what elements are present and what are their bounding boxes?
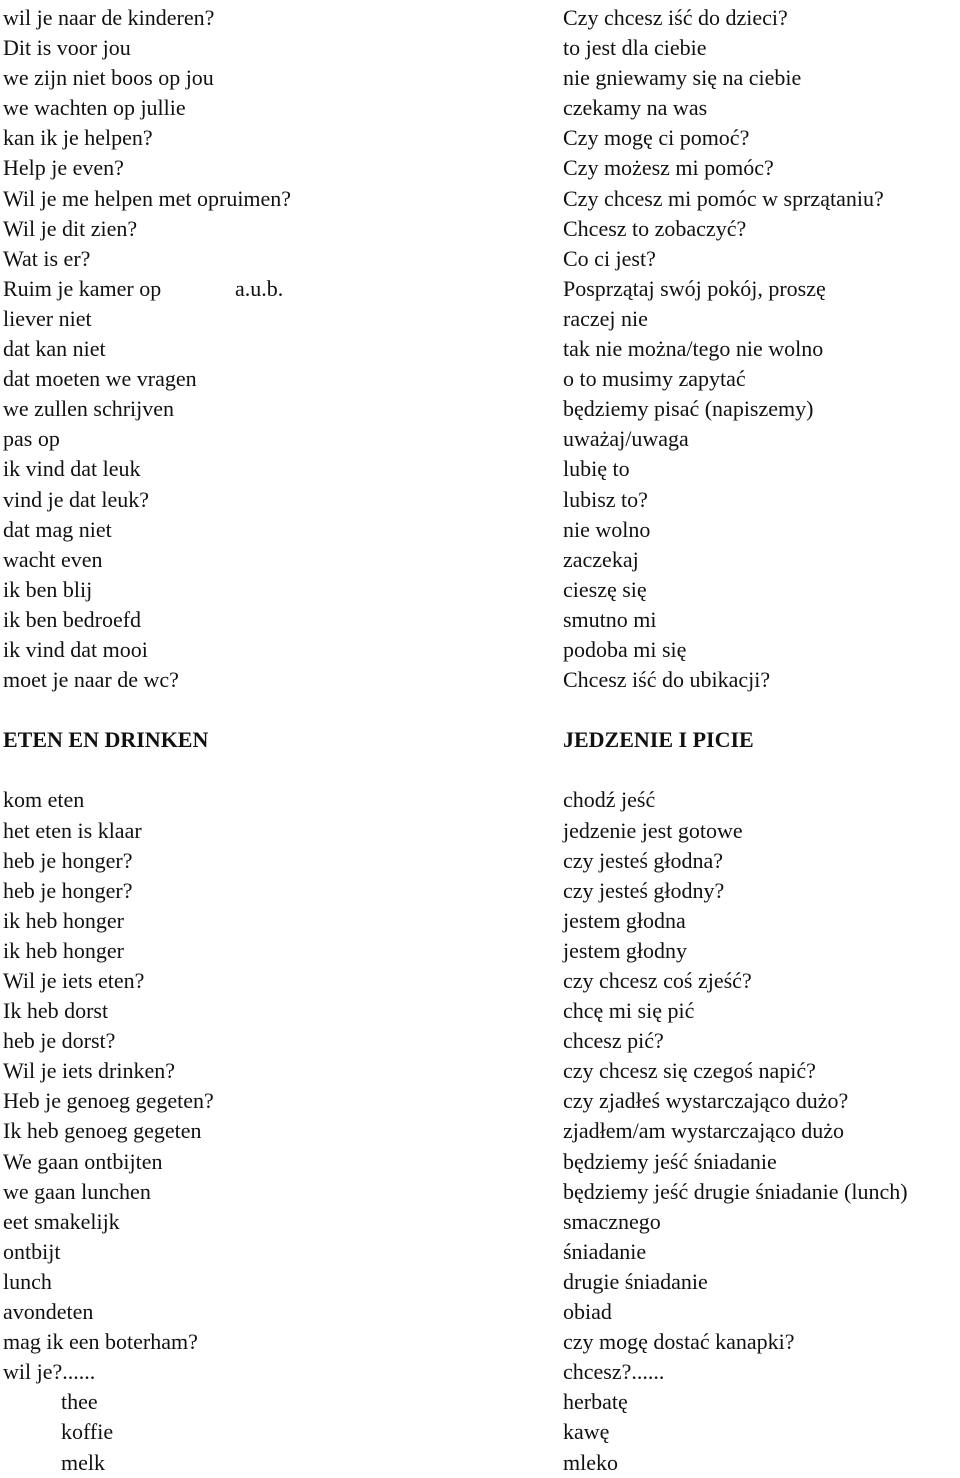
spacer bbox=[563, 695, 960, 725]
polish-column bbox=[563, 3, 960, 1478]
phrase-dutch-text: wil je naar de kinderen? bbox=[3, 5, 215, 30]
phrase-dutch bbox=[3, 1417, 543, 1447]
phrase-polish: czy jesteś głodna? bbox=[563, 847, 724, 873]
phrase-dutch-text: ik vind dat leuk bbox=[3, 456, 141, 482]
phrase-polish: smutno mi bbox=[563, 606, 657, 632]
phrase-polish: smacznego bbox=[563, 1208, 661, 1234]
phrase-dutch bbox=[3, 1357, 543, 1387]
phrase-dutch bbox=[3, 1297, 543, 1327]
phrase-polish: jestem głodny bbox=[563, 937, 688, 963]
phrase-polish: będziemy jeść drugie śniadanie (lunch) bbox=[563, 1178, 908, 1204]
phrase-dutch-text: Wil je dit zien? bbox=[3, 215, 138, 241]
phrase-dutch bbox=[3, 936, 543, 966]
phrase-dutch bbox=[3, 63, 543, 93]
phrase-dutch bbox=[3, 3, 543, 33]
phrase-dutch bbox=[3, 906, 543, 936]
phrase-dutch bbox=[3, 364, 543, 394]
phrase-dutch-text: liever niet bbox=[3, 305, 92, 331]
phrase-dutch-text: heb je dorst? bbox=[3, 1028, 116, 1054]
phrase-dutch-text: We gaan ontbijten bbox=[3, 1148, 163, 1174]
phrase-polish: o to musimy zapytać bbox=[563, 366, 746, 392]
phrase-dutch bbox=[3, 274, 543, 304]
phrase-dutch-text: eet smakelijk bbox=[3, 1208, 120, 1234]
phrase-dutch bbox=[3, 1056, 543, 1086]
phrase-polish: uważaj/uwaga bbox=[563, 426, 689, 452]
phrase-polish: obiad bbox=[563, 1299, 612, 1325]
phrase-dutch bbox=[3, 966, 543, 996]
spacer bbox=[563, 755, 960, 785]
phrase-dutch-text: Wat is er? bbox=[3, 245, 91, 271]
phrase-dutch-text: Ik heb dorst bbox=[3, 998, 109, 1024]
phrase-polish: czy zjadłeś wystarczająco dużo? bbox=[563, 1088, 849, 1114]
phrase-dutch-text: dat mag niet bbox=[3, 516, 112, 542]
phrase-dutch-abbreviation: a.u.b. bbox=[235, 275, 284, 301]
phrase-dutch-text: kom eten bbox=[3, 787, 85, 813]
phrase-dutch-text: dat kan niet bbox=[3, 336, 106, 362]
phrase-polish: czy chcesz coś zjeść? bbox=[563, 968, 752, 993]
phrase-dutch bbox=[3, 816, 543, 846]
phrase-dutch-text: kan ik je helpen? bbox=[3, 125, 153, 151]
phrase-polish: jedzenie jest gotowe bbox=[563, 817, 743, 843]
phrase-dutch bbox=[3, 1387, 543, 1417]
phrase-polish: czy jesteś głodny? bbox=[563, 877, 725, 903]
phrase-dutch-text: vind je dat leuk? bbox=[3, 486, 150, 512]
phrase-dutch bbox=[3, 1116, 543, 1146]
phrase-polish: Chcesz iść do ubikacji? bbox=[563, 667, 771, 693]
phrase-dutch bbox=[3, 394, 543, 424]
phrase-polish: Co ci jest? bbox=[563, 245, 656, 271]
dutch-column bbox=[3, 3, 543, 1478]
phrase-dutch bbox=[3, 1267, 543, 1297]
phrase-dutch bbox=[3, 93, 543, 123]
phrase-polish: zaczekaj bbox=[563, 546, 639, 572]
phrase-polish: kawę bbox=[563, 1419, 610, 1445]
phrase-polish: podoba mi się bbox=[563, 636, 687, 662]
phrase-polish: czy chcesz się czegoś napić? bbox=[563, 1058, 816, 1084]
phrase-polish: chcesz pić? bbox=[563, 1028, 664, 1054]
section-heading-polish: JEDZENIE I PICIE bbox=[563, 727, 754, 753]
phrase-dutch-text: Ik heb genoeg gegeten bbox=[3, 1118, 202, 1144]
phrase-dutch-text: Ruim je kamer op bbox=[3, 275, 162, 301]
phrase-dutch-text: heb je honger? bbox=[3, 847, 133, 873]
phrase-dutch bbox=[3, 1026, 543, 1056]
phrase-dutch bbox=[3, 996, 543, 1026]
phrase-dutch-text: we gaan lunchen bbox=[3, 1178, 151, 1204]
phrase-dutch-text: thee bbox=[61, 1389, 98, 1415]
phrase-dutch bbox=[3, 214, 543, 244]
phrase-polish: Czy chcesz iść do dzieci? bbox=[563, 5, 788, 30]
phrase-dutch bbox=[3, 454, 543, 484]
phrase-dutch bbox=[3, 1147, 543, 1177]
phrase-polish: herbatę bbox=[563, 1389, 628, 1415]
phrase-polish: zjadłem/am wystarczająco dużo bbox=[563, 1118, 844, 1144]
phrase-dutch bbox=[3, 1177, 543, 1207]
spacer bbox=[3, 695, 543, 725]
phrase-polish: jestem głodna bbox=[563, 907, 686, 933]
phrase-dutch bbox=[3, 605, 543, 635]
phrase-dutch-text: melk bbox=[61, 1449, 105, 1475]
spacer bbox=[3, 755, 543, 785]
phrase-dutch-text: pas op bbox=[3, 426, 60, 452]
phrase-polish: chcesz?...... bbox=[563, 1359, 665, 1385]
phrase-dutch-text: heb je honger? bbox=[3, 877, 133, 903]
phrase-dutch-text: Wil je iets drinken? bbox=[3, 1058, 176, 1084]
phrase-dutch-text: mag ik een boterham? bbox=[3, 1329, 198, 1355]
phrase-polish: tak nie można/tego nie wolno bbox=[563, 336, 824, 362]
phrase-dutch-text: het eten is klaar bbox=[3, 817, 142, 843]
phrase-polish: to jest dla ciebie bbox=[563, 35, 707, 61]
phrase-dutch bbox=[3, 334, 543, 364]
phrase-dutch-text: ik vind dat mooi bbox=[3, 636, 148, 662]
phrase-dutch-text: lunch bbox=[3, 1268, 52, 1294]
phrase-dutch bbox=[3, 485, 543, 515]
phrase-dutch-text: ik heb honger bbox=[3, 937, 124, 963]
phrase-dutch bbox=[3, 1207, 543, 1237]
phrase-dutch-text: we zijn niet boos op jou bbox=[3, 65, 214, 91]
phrase-dutch bbox=[3, 123, 543, 153]
phrase-dutch bbox=[3, 515, 543, 545]
phrase-dutch bbox=[3, 304, 543, 334]
phrase-polish: drugie śniadanie bbox=[563, 1268, 708, 1294]
phrase-dutch-text: we zullen schrijven bbox=[3, 396, 175, 422]
section-heading-dutch: ETEN EN DRINKEN bbox=[3, 727, 209, 753]
phrase-polish: chcę mi się pić bbox=[563, 998, 695, 1024]
phrase-polish: lubię to bbox=[563, 456, 630, 482]
phrase-dutch bbox=[3, 785, 543, 815]
phrase-dutch bbox=[3, 635, 543, 665]
phrase-polish: cieszę się bbox=[563, 576, 647, 602]
phrase-dutch bbox=[3, 665, 543, 695]
phrase-polish: lubisz to? bbox=[563, 486, 648, 512]
phrase-polish: czy mogę dostać kanapki? bbox=[563, 1329, 795, 1355]
phrase-dutch-text: ik ben blij bbox=[3, 576, 93, 602]
phrase-polish: Czy chcesz mi pomóc w sprzątaniu? bbox=[563, 185, 884, 211]
phrase-polish: chodź jeść bbox=[563, 787, 656, 813]
phrase-polish: nie wolno bbox=[563, 516, 651, 542]
phrase-dutch bbox=[3, 846, 543, 876]
phrase-dutch-text: we wachten op jullie bbox=[3, 95, 186, 121]
phrase-polish: czekamy na was bbox=[563, 95, 708, 121]
phrase-dutch-text: ik ben bedroefd bbox=[3, 606, 142, 632]
phrase-dutch-text: Wil je me helpen met opruimen? bbox=[3, 185, 292, 211]
phrase-dutch bbox=[3, 876, 543, 906]
phrase-dutch-text: Help je even? bbox=[3, 155, 124, 181]
phrase-dutch bbox=[3, 244, 543, 274]
phrase-polish: będziemy pisać (napiszemy) bbox=[563, 396, 814, 422]
phrase-polish: śniadanie bbox=[563, 1238, 647, 1264]
phrase-dutch-text: Heb je genoeg gegeten? bbox=[3, 1088, 214, 1114]
phrase-dutch-text: ik heb honger bbox=[3, 907, 124, 933]
phrase-dutch-text: dat moeten we vragen bbox=[3, 366, 197, 392]
phrase-dutch-text: koffie bbox=[61, 1419, 114, 1445]
phrase-dutch-text: ontbijt bbox=[3, 1238, 61, 1264]
phrase-polish: Czy możesz mi pomóc? bbox=[563, 155, 774, 181]
phrase-polish: będziemy jeść śniadanie bbox=[563, 1148, 777, 1174]
phrase-dutch bbox=[3, 424, 543, 454]
phrase-dutch bbox=[3, 545, 543, 575]
phrase-dutch-text: wacht even bbox=[3, 546, 103, 572]
phrase-dutch bbox=[3, 1086, 543, 1116]
phrase-dutch bbox=[3, 1448, 543, 1478]
phrase-dutch-text: Dit is voor jou bbox=[3, 35, 131, 61]
phrase-polish: Czy mogę ci pomoć? bbox=[563, 125, 750, 151]
phrase-polish: raczej nie bbox=[563, 305, 648, 331]
phrase-polish: mleko bbox=[563, 1449, 618, 1475]
phrase-polish: Posprzątaj swój pokój, proszę bbox=[563, 275, 826, 301]
phrase-polish: nie gniewamy się na ciebie bbox=[563, 65, 802, 91]
phrase-dutch-text: avondeten bbox=[3, 1299, 94, 1325]
phrase-dutch bbox=[3, 33, 543, 63]
phrase-dutch bbox=[3, 1327, 543, 1357]
phrase-dutch bbox=[3, 575, 543, 605]
phrase-polish: Chcesz to zobaczyć? bbox=[563, 215, 747, 241]
phrase-dutch-text: wil je?...... bbox=[3, 1359, 96, 1385]
phrase-dutch bbox=[3, 153, 543, 183]
phrase-dutch-text: Wil je iets eten? bbox=[3, 968, 145, 993]
phrase-dutch bbox=[3, 184, 543, 214]
phrase-dutch bbox=[3, 1237, 543, 1267]
phrase-dutch-text: moet je naar de wc? bbox=[3, 667, 179, 693]
